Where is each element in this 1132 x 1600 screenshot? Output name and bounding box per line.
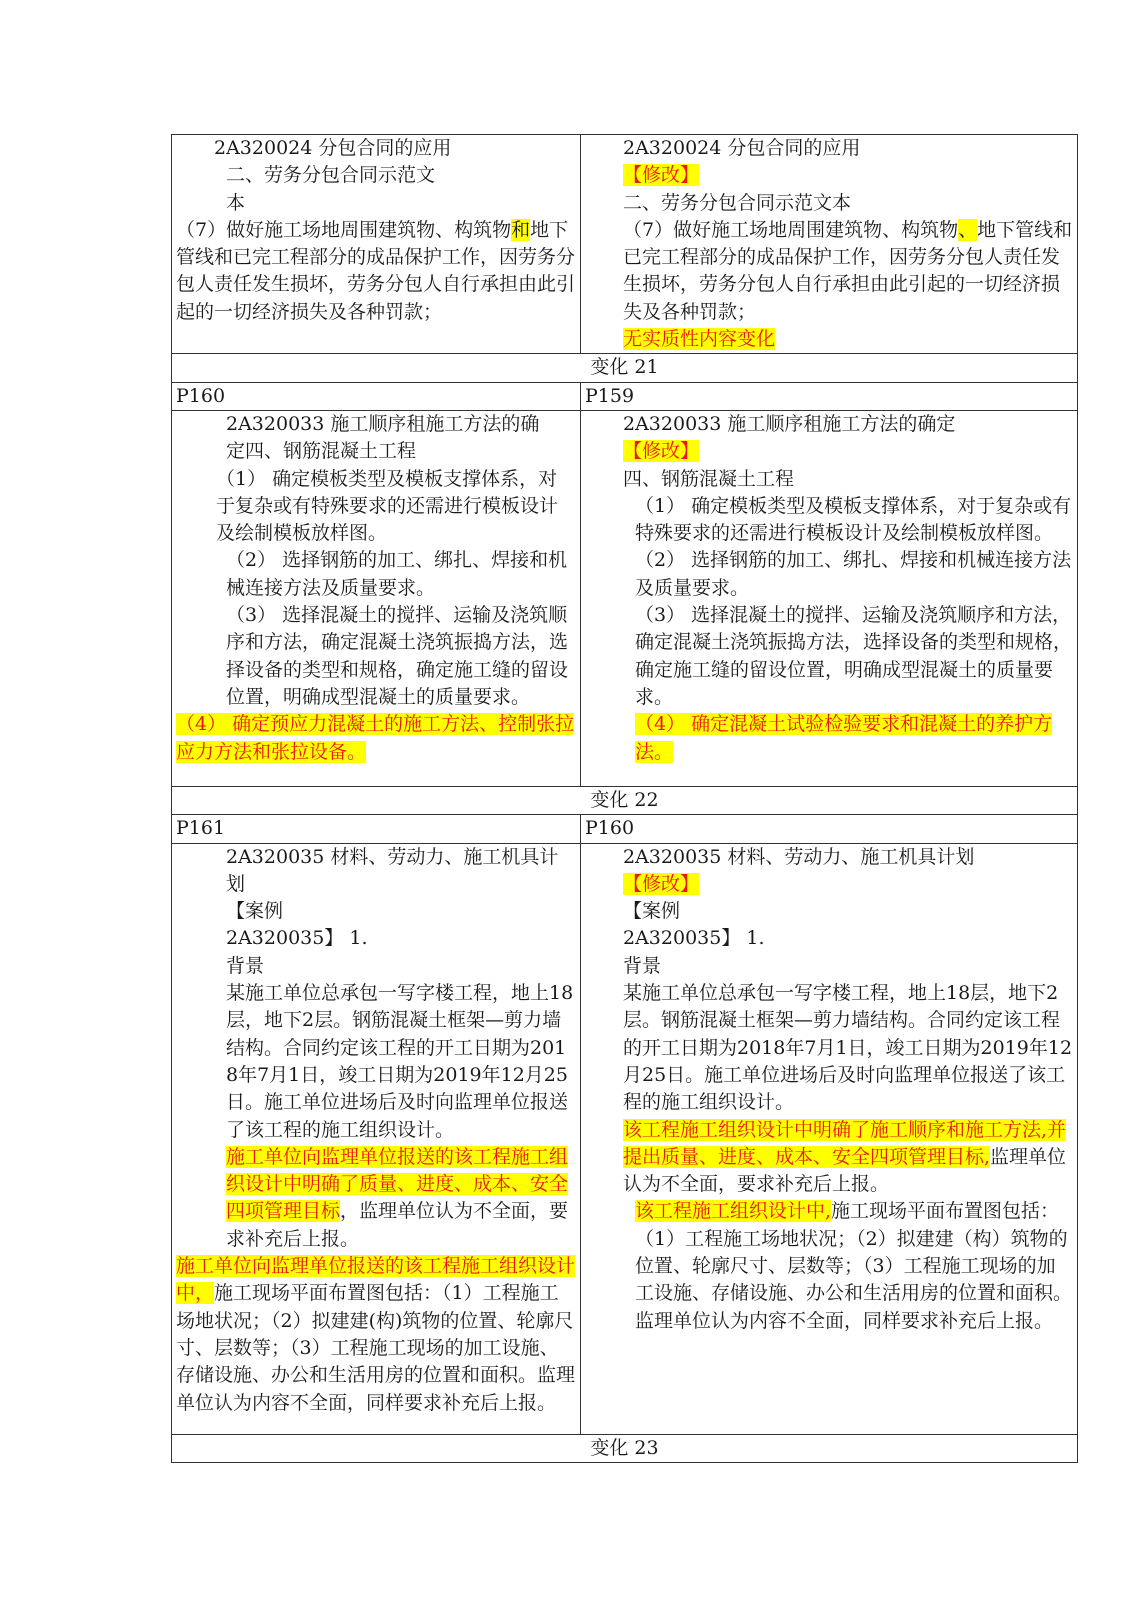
new-page-number: P159 <box>581 382 1078 410</box>
section-heading-cont: 定四、钢筋混凝土工程 <box>226 440 417 463</box>
highlight: 该工程施工组织设计中, <box>635 1200 832 1223</box>
subsection-title: 二、劳务分包合同示范文 <box>226 164 436 187</box>
table-row <box>172 843 1078 1434</box>
paragraph: 施工单位向监理单位报送的该工程施工组织设计中明确了质量、进度、成本、安全四项管理目标，监理单位认为不全面，要求补充后上报。 <box>226 1145 569 1250</box>
subsection-title: 四、钢筋混凝土工程 <box>623 467 795 490</box>
paragraph: （7）做好施工场地周围建筑物、构筑物和地下管线和已完工程部分的成品保护工作，因劳务分包人责任发生损坏，劳务分包人自行承担由此引起的一切经济损失及各种罚款； <box>176 218 576 323</box>
paragraph: （2） 选择钢筋的加工、绑扎、焊接和机械连接方法及质量要求。 <box>226 549 568 599</box>
paragraph: （1） 确定模板类型及模板支撑体系，对于复杂或有特殊要求的还需进行模板设计及绘制模板放样图。 <box>216 467 559 545</box>
change-note: 无实质性内容变化 <box>623 328 776 351</box>
highlight: 和 <box>511 218 531 241</box>
page-number-row <box>172 815 1078 843</box>
paragraph: 该工程施工组织设计中明确了施工顺序和施工方法,并提出质量、进度、成本、安全四项管理目标,监理单位认为不全面，要求补充后上报。 <box>623 1118 1067 1196</box>
paragraph: （3） 选择混凝土的搅拌、运输及浇筑顺序和方法，确定混凝土浇筑振捣方法，选择设备的类型和规格，确定施工缝的留设位置，明确成型混凝土的质量要求。 <box>226 604 569 708</box>
case-label: 【案例 <box>226 900 284 923</box>
paragraph: 该工程施工组织设计中,施工现场平面布置图包括：（1）工程施工场地状况；（2）拟建建（构）筑物的位置、轮廓尺寸、层数等；（3）工程施工现场的加工设施、存储设施、办公和生活用房的位置和面积。监理单位认为内容不全面，同样要求补充后上报。 <box>635 1200 1073 1332</box>
background-label: 背景 <box>623 954 662 977</box>
modified-tag: 【修改】 <box>623 164 700 187</box>
section-heading: 2A320033 施工顺序租施工方法的确 <box>226 412 540 435</box>
paragraph: 某施工单位总承包一写字楼工程，地上18层，地下2层。钢筋混凝土框架—剪力墙结构。合同约定该工程的开工日期为2018年7月1日，竣工日期为2019年12月25日。施工单位进场后及时向监理单位报送了该工程的施工组织设计。 <box>226 982 574 1141</box>
paragraph: 施工单位向监理单位报送的该工程施工组织设计中，施工现场平面布置图包括：（1）工程施工场地状况；（2）拟建建(构)筑物的位置、轮廓尺寸、层数等；（3）工程施工现场的加工设施、存储设施、办公和生活用房的位置和面积。监理单位认为内容不全面，同样要求补充后上报。 <box>176 1255 576 1414</box>
new-text-cell <box>581 843 1078 1434</box>
page-number-row <box>172 382 1078 410</box>
highlight: 施工单位向监理单位报送的该工程施工组织设计中， <box>176 1255 576 1305</box>
highlight: 、 <box>958 218 978 241</box>
paragraph: 某施工单位总承包一写字楼工程，地上18层，地下2层。钢筋混凝土框架—剪力墙结构。合同约定该工程的开工日期为2018年7月1日，竣工日期为2019年12月25日。施工单位进场后及时向监理单位报送了该工程的施工组织设计。 <box>623 982 1073 1114</box>
section-heading: 2A320033 施工顺序租施工方法的确定 <box>623 412 956 435</box>
paragraph: （2） 选择钢筋的加工、绑扎、焊接和机械连接方法及质量要求。 <box>635 549 1072 599</box>
highlight: 施工单位向监理单位报送的该工程施工组织设计中明确了质量、进度、成本、安全四项管理目标 <box>226 1145 569 1223</box>
old-page-number: P161 <box>172 815 581 843</box>
old-text-cell <box>172 410 581 786</box>
paragraph: （1） 确定模板类型及模板支撑体系，对于复杂或有特殊要求的还需进行模板设计及绘制模板放样图。 <box>635 494 1072 545</box>
change-label-row <box>172 1434 1078 1462</box>
new-text-cell <box>581 135 1078 354</box>
modified-tag: 【修改】 <box>623 440 700 463</box>
table-row <box>172 410 1078 786</box>
case-label: 【案例 <box>623 900 681 923</box>
changed-paragraph: （4） 确定预应力混凝土的施工方法、控制张拉应力方法和张拉设备。 <box>176 713 575 763</box>
change-label: 变化 22 <box>172 786 1078 814</box>
modified-tag: 【修改】 <box>623 872 700 895</box>
background-label: 背景 <box>226 954 265 977</box>
paragraph: （7）做好施工场地周围建筑物、构筑物、地下管线和已完工程部分的成品保护工作，因劳务分包人责任发生损坏，劳务分包人自行承担由此引起的一切经济损失及各种罚款； <box>623 218 1073 323</box>
old-text-cell <box>172 843 581 1434</box>
section-heading: 2A320024 分包合同的应用 <box>214 137 452 159</box>
new-page-number: P160 <box>581 815 1078 843</box>
highlight: 该工程施工组织设计中明确了施工顺序和施工方法,并提出质量、进度、成本、安全四项管理目标, <box>623 1118 1067 1168</box>
change-label-row <box>172 354 1078 382</box>
comparison-table <box>171 134 1078 1463</box>
new-text-cell <box>581 410 1078 786</box>
changed-paragraph: （4） 确定混凝土试验检验要求和混凝土的养护方法。 <box>635 713 1053 763</box>
section-heading: 2A320035 材料、劳动力、施工机具计划 <box>226 845 559 895</box>
subsection-title-cont: 本 <box>226 191 246 214</box>
table-row <box>172 135 1078 354</box>
change-label: 变化 21 <box>172 354 1078 382</box>
case-label-cont: 2A320035】 1. <box>226 927 368 950</box>
case-label-cont: 2A320035】 1. <box>623 927 765 950</box>
old-page-number: P160 <box>172 382 581 410</box>
section-heading: 2A320035 材料、劳动力、施工机具计划 <box>623 845 975 868</box>
section-heading: 2A320024 分包合同的应用 <box>623 137 861 159</box>
change-label: 变化 23 <box>172 1434 1078 1462</box>
old-text-cell <box>172 135 581 354</box>
paragraph: （3） 选择混凝土的搅拌、运输及浇筑顺序和方法，确定混凝土浇筑振捣方法，选择设备的类型和规格，确定施工缝的留设位置，明确成型混凝土的质量要求。 <box>635 604 1073 708</box>
subsection-title: 二、劳务分包合同示范文本 <box>623 191 852 214</box>
change-label-row <box>172 786 1078 814</box>
